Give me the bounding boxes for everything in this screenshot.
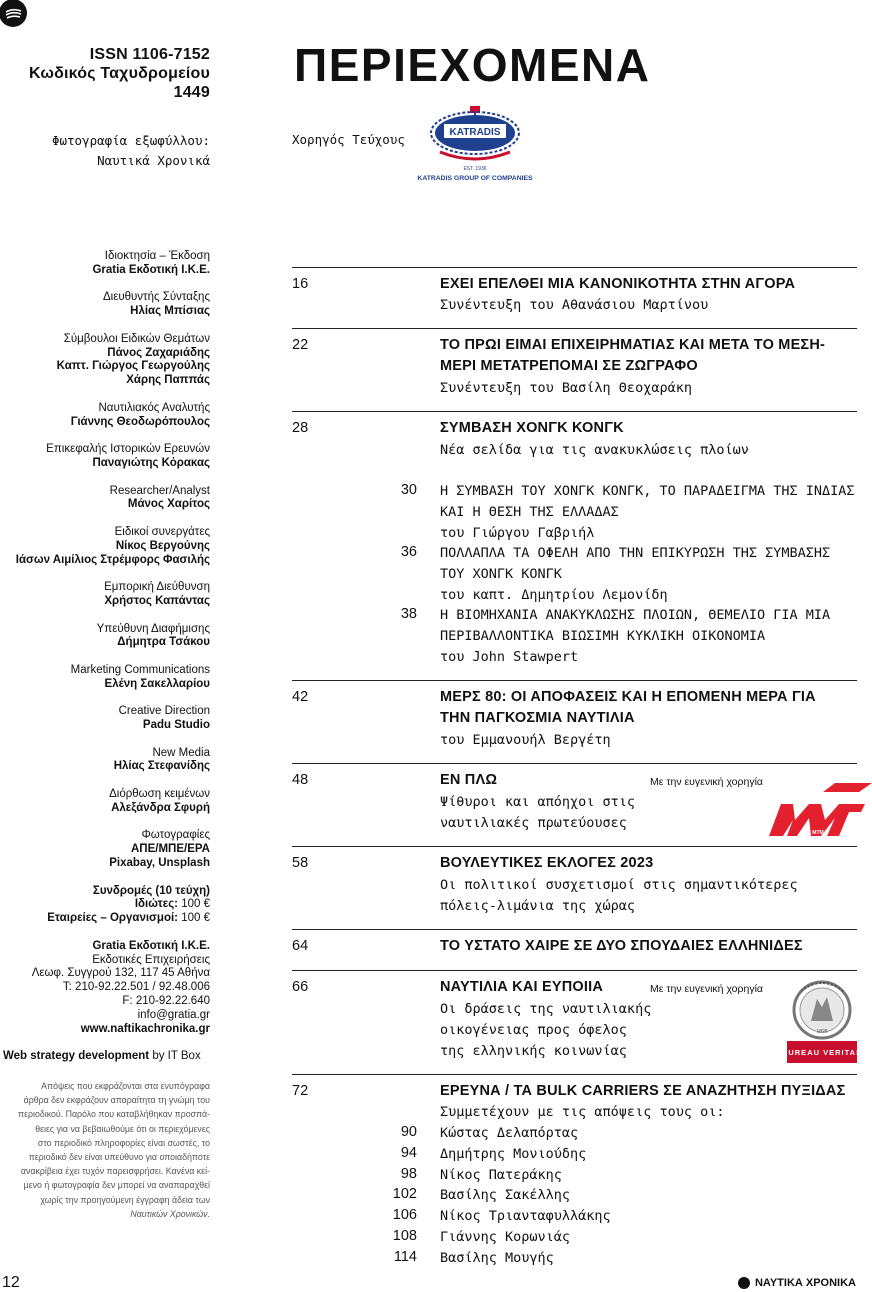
staff-group (0, 526, 210, 567)
disclaimer-line: άρθρα δεν εκφράζουν απαραίτητα τη γνώμη του (23, 1095, 210, 1106)
staff-group (0, 664, 210, 692)
toc-page-72: 72 (292, 1083, 309, 1099)
toc-title-48: ΕΝ ΠΛΩ (440, 772, 498, 788)
disclaimer-line: στο περιοδικό πληροφορίες είναι σωστές, το (37, 1137, 210, 1148)
publication-logo-icon (0, 0, 28, 28)
mtm-logo-text: MTM (812, 830, 824, 836)
footer-brand (738, 1277, 856, 1289)
staff-name: Καπτ. Γιώργος Γεωργούλης (56, 360, 210, 373)
staff-name: Padu Studio (142, 719, 210, 732)
staff-group (0, 443, 210, 471)
toc-title-42a: ΜΕΡΣ 80: ΟΙ ΑΠΟΦΑΣΕΙΣ ΚΑΙ Η ΕΠΟΜΕΝΗ ΜΕΡΑ ΓΙΑ (440, 689, 816, 705)
disclaimer-line: Απόψεις που εκφράζονται στα ενυπόγραφα (41, 1081, 210, 1091)
toc-38-line1: Η ΒΙΟΜΗΧΑΝΙΑ ΑΝΑΚΥΚΛΩΣΗΣ ΠΛΟΙΩΝ, ΘΕΜΕΛΙΟ ΓΙΑ ΜΙΑ (440, 607, 831, 623)
bureau-veritas-logo (781, 977, 863, 1063)
toc-sub-16: Συνέντευξη του Αθανάσιου Μαρτίνου (440, 297, 709, 313)
page-title: ΠΕΡΙΕΧΟΜΕΝΑ (294, 39, 651, 91)
toc-sub-22: Συνέντευξη του Βασίλη Θεοχαράκη (440, 380, 692, 396)
staff-role: Διευθυντής Σύνταξης (102, 291, 210, 304)
toc-title-22b: ΜΕΡΙ ΜΕΤΑΤΡΕΠΟΜΑΙ ΣΕ ΖΩΓΡΑΦΟ (440, 358, 698, 374)
toc-page-36: 36 (400, 544, 417, 560)
veritas-logo-text: BUREAU VERITAS (781, 1048, 863, 1057)
toc-title-66: ΝΑΥΤΙΛΙΑ ΚΑΙ ΕΥΠΟΙΙΑ (440, 979, 604, 995)
toc-title-28: ΣΥΜΒΑΣΗ ΧΟΝΓΚ ΚΟΝΓΚ (440, 420, 624, 436)
postal-code: 1449 (173, 84, 210, 101)
toc-38-author: του John Stawpert (440, 649, 579, 665)
toc-page-16: 16 (292, 276, 309, 292)
contact-website[interactable]: www.naftikachronika.gr (80, 1022, 210, 1035)
disclaimer-line: περιοδικό δεν είναι υπεύθυνο για οποιαδήποτε (28, 1152, 210, 1163)
toc-38-line2: ΠΕΡΙΒΑΛΛΟΝΤΙΚΑ ΒΙΩΣΙΜΗ ΚΥΚΛΙΚΗ ΟΙΚΟΝΟΜΙΑ (440, 628, 766, 644)
participant-page: 106 (392, 1207, 417, 1224)
staff-name: Νίκος Βεργούνης (115, 539, 210, 552)
staff-group (0, 788, 210, 816)
staff-group (0, 250, 210, 278)
staff-group (0, 581, 210, 609)
subscriptions-title: Συνδρομές (10 τεύχη) (92, 884, 210, 897)
toc-page-22: 22 (292, 337, 309, 353)
toc-title-16: ΕΧΕΙ ΕΠΕΛΘΕΙ ΜΙΑ ΚΑΝΟΝΙΚΟΤΗΤΑ ΣΤΗΝ ΑΓΟΡΑ (440, 276, 796, 292)
katradis-est: EST. 1936 (463, 166, 487, 172)
courtesy-label-66: Με την ευγενική χορηγία (650, 983, 763, 995)
participant-page: 102 (392, 1186, 417, 1203)
staff-name: Ιάσων Αιμίλιος Στρέμφορς Φασιλής (15, 553, 210, 566)
staff-group (0, 705, 210, 733)
toc-title-22a: ΤΟ ΠΡΩΙ ΕΙΜΑΙ ΕΠΙΧΕΙΡΗΜΑΤΙΑΣ ΚΑΙ ΜΕΤΑ ΤΟ ΜΕΣΗ- (440, 337, 826, 353)
contact-company: Gratia Εκδοτική Ι.Κ.Ε. (92, 939, 210, 952)
participant-name: Νίκος Τριανταφυλλάκης (440, 1208, 611, 1225)
separator (292, 763, 857, 764)
toc-page-58: 58 (292, 855, 309, 871)
staff-role: Marketing Communications (70, 663, 210, 676)
staff-role: Επικεφαλής Ιστορικών Ερευνών (46, 443, 210, 456)
issn-block (29, 45, 210, 102)
disclaimer-last-line: Ναυτικών Χρονικών. (130, 1208, 210, 1219)
issn: ISSN 1106-7152 (89, 46, 210, 63)
participant-page: 114 (393, 1248, 417, 1265)
toc-page-48: 48 (292, 772, 309, 788)
toc-sub-58b: πόλεις-λιμάνια της χώρας (440, 898, 636, 914)
disclaimer-line: μενο ή φωτογραφία δεν μπορεί να αναπαραχθεί (23, 1180, 210, 1191)
participant-page: 98 (400, 1165, 417, 1182)
individuals-price: 100 € (181, 898, 210, 911)
postal-code-label: Κωδικός Ταχυδρομείου (28, 65, 210, 82)
mtm-logo (765, 780, 872, 838)
separator (292, 411, 857, 412)
web-strategy-label: Web strategy development (3, 1050, 150, 1062)
individuals-label: Ιδιώτες: (134, 898, 179, 911)
toc-page-28: 28 (292, 420, 309, 436)
contact-type: Εκδοτικές Επιχειρήσεις (92, 953, 210, 966)
web-strategy-credit (3, 1050, 201, 1062)
staff-role: Διόρθωση κειμένων (109, 788, 210, 801)
staff-name: Παναγιώτης Κόρακας (92, 456, 210, 469)
toc-sub-42: του Εμμανουήλ Βεργέτη (440, 732, 611, 748)
separator (292, 846, 857, 847)
toc-title-42b: ΤΗΝ ΠΑΓΚΟΣΜΙΑ ΝΑΥΤΙΛΙΑ (440, 710, 635, 726)
staff-name: Χάρης Παππάς (126, 374, 210, 387)
staff-name: Αλεξάνδρα Σφυρή (111, 801, 210, 814)
participant-page: 90 (400, 1124, 417, 1140)
staff-role: Ειδικοί συνεργάτες (114, 525, 210, 538)
disclaimer-line: χωρίς την προηγούμενη έγγραφη άδεια των (40, 1194, 210, 1205)
subscriptions (0, 885, 210, 926)
toc-sub-66c: της ελληνικής κοινωνίας (440, 1043, 627, 1059)
toc-page-30: 30 (400, 482, 417, 498)
participant-name: Δημήτρης Μονιούδης (440, 1145, 587, 1162)
contact-info (0, 940, 210, 1037)
cover-photo-credit (52, 131, 210, 171)
toc-sub-28: Νέα σελίδα για τις ανακυκλώσεις πλοίων (440, 442, 749, 458)
separator (292, 1074, 857, 1075)
companies-label: Εταιρείες – Οργανισμοί: (47, 912, 179, 925)
toc-30-line1: Η ΣΥΜΒΑΣΗ ΤΟΥ ΧΟΝΓΚ ΚΟΝΓΚ, ΤΟ ΠΑΡΑΔΕΙΓΜΑ ΤΗΣ ΙΝΔΙΑΣ (440, 483, 855, 499)
toc-sub-48a: Ψίθυροι και απόηχοι στις (440, 794, 636, 810)
toc-page-66: 66 (292, 979, 309, 995)
courtesy-label-48: Με την ευγενική χορηγία (650, 776, 763, 788)
toc-36-author: του καπτ. Δημητρίου Λεμονίδη (440, 587, 668, 603)
staff-group (0, 402, 210, 430)
participant-name: Κώστας Δελαπόρτας (440, 1125, 579, 1141)
staff-name: Gratia Εκδοτική Ι.Κ.Ε. (92, 263, 210, 276)
staff-group (0, 333, 210, 388)
toc-30-line2: ΚΑΙ Η ΘΕΣΗ ΤΗΣ ΕΛΛΑΔΑΣ (440, 504, 619, 520)
toc-sub-66a: Οι δράσεις της ναυτιλιακής (440, 1001, 652, 1017)
veritas-year: 1828 (816, 1029, 828, 1035)
separator (292, 267, 857, 268)
toc-sub-58a: Οι πολιτικοί συσχετισμοί στις σημαντικότερες (440, 877, 798, 893)
staff-name: Πάνος Ζαχαριάδης (107, 346, 210, 359)
staff-role: Φωτογραφίες (141, 829, 210, 842)
toc-title-72: ΕΡΕΥΝΑ / ΤΑ BULK CARRIERS ΣΕ ΑΝΑΖΗΤΗΣΗ ΠΥΞΙΔΑΣ (440, 1083, 846, 1099)
contact-address: Λεωφ. Συγγρού 132, 117 45 Αθήνα (31, 967, 210, 980)
web-strategy-by: by IT Box (152, 1050, 201, 1062)
katradis-logo (410, 104, 540, 184)
staff-name: Pixabay, Unsplash (109, 857, 210, 870)
katradis-name: KATRADIS (449, 127, 501, 138)
cover-photo-label: Φωτογραφία εξωφύλλου: (51, 133, 210, 148)
disclaimer (0, 1079, 210, 1221)
contact-email[interactable]: info@gratia.gr (137, 1008, 210, 1021)
separator (292, 680, 857, 681)
separator (292, 328, 857, 329)
footer-brand-name: ΝΑΥΤΙΚΑ ΧΡΟΝΙΚΑ (754, 1277, 856, 1289)
disclaimer-line: ανακρίβεια έχει τυχόν παρεισφρήσει. Κανένα κεί- (20, 1166, 210, 1177)
staff-name: Ελένη Σακελλαρίου (104, 677, 210, 690)
participant-page: 94 (400, 1144, 417, 1161)
staff-name: Ηλίας Μπίσιας (130, 305, 210, 318)
disclaimer-line: περιοδικού. Παρόλο που καταβλήθηκαν προσπά- (18, 1109, 210, 1120)
toc-sub-48b: ναυτιλιακές πρωτεύουσες (440, 815, 627, 831)
sponsor-label: Χορηγός Τεύχους (292, 132, 405, 147)
contact-fax: F: 210-92.22.640 (122, 995, 210, 1008)
staff-role: Υπεύθυνη Διαφήμισης (96, 622, 210, 635)
toc-36-line1: ΠΟΛΛΑΠΛΑ ΤΑ ΟΦΕΛΗ ΑΠΟ ΤΗΝ ΕΠΙΚΥΡΩΣΗ ΤΗΣ ΣΥΜΒΑΣΗΣ (440, 545, 831, 561)
toc-30-author: του Γιώργου Γαβριήλ (440, 525, 595, 541)
staff-name: Χρήστος Καπάντας (104, 594, 210, 607)
separator (292, 929, 857, 930)
participant-name: Γιάννης Κορωνιάς (440, 1229, 571, 1245)
staff-list (0, 250, 210, 1036)
toc-page-64: 64 (292, 938, 309, 954)
staff-group (0, 829, 210, 870)
cover-photo-source: Ναυτικά Χρονικά (97, 153, 210, 168)
toc-title-64: ΤΟ ΥΣΤΑΤΟ ΧΑΙΡΕ ΣΕ ΔΥΟ ΣΠΟΥΔΑΙΕΣ ΕΛΛΗΝΙΔΕΣ (440, 938, 803, 954)
separator (292, 970, 857, 971)
participant-page: 108 (392, 1228, 417, 1244)
disclaimer-line: θειες για να βεβαιωθούμε ότι οι περιεχόμενες (35, 1123, 210, 1134)
companies-price: 100 € (181, 912, 210, 925)
brand-icon (738, 1277, 750, 1289)
staff-group (0, 485, 210, 513)
toc-title-58: ΒΟΥΛΕΥΤΙΚΕΣ ΕΚΛΟΓΕΣ 2023 (440, 855, 654, 871)
staff-role: Ναυτιλιακός Αναλυτής (98, 401, 210, 414)
staff-role: Ιδιοκτησία – Έκδοση (104, 250, 210, 262)
staff-name: Μάνος Χαρίτος (127, 498, 210, 511)
staff-name: Δήμητρα Τσάκου (117, 636, 210, 649)
toc-page-38: 38 (400, 606, 417, 622)
staff-group (0, 747, 210, 775)
katradis-tagline: KATRADIS GROUP OF COMPANIES (417, 175, 533, 182)
staff-name: Γιάννης Θεοδωρόπουλος (70, 415, 210, 428)
toc-sub-72: Συμμετέχουν με τις απόψεις τους οι: (440, 1104, 725, 1120)
toc-36-line2: ΤΟΥ ΧΟΝΓΚ ΚΟΝΓΚ (440, 566, 562, 582)
toc-sub-66b: οικογένειας προς όφελος (440, 1022, 627, 1038)
participant-name: Βασίλης Μουγής (440, 1249, 554, 1266)
staff-role: Creative Direction (118, 705, 210, 718)
page-number: 12 (2, 1274, 20, 1291)
staff-name: Ηλίας Στεφανίδης (113, 760, 210, 773)
staff-group (0, 291, 210, 319)
staff-role: Εμπορική Διεύθυνση (104, 581, 210, 594)
participant-name: Νίκος Πατεράκης (440, 1166, 562, 1183)
staff-name: ΑΠΕ/ΜΠΕ/EPA (130, 843, 210, 856)
contact-phone: T: 210-92.22.501 / 92.48.006 (62, 981, 210, 994)
toc-page-42: 42 (292, 689, 309, 705)
staff-role: Σύμβουλοι Ειδικών Θεμάτων (63, 332, 210, 345)
participant-name: Βασίλης Σακέλλης (440, 1187, 571, 1204)
staff-role: New Media (152, 746, 210, 759)
staff-role: Researcher/Analyst (109, 484, 210, 497)
staff-group (0, 623, 210, 651)
